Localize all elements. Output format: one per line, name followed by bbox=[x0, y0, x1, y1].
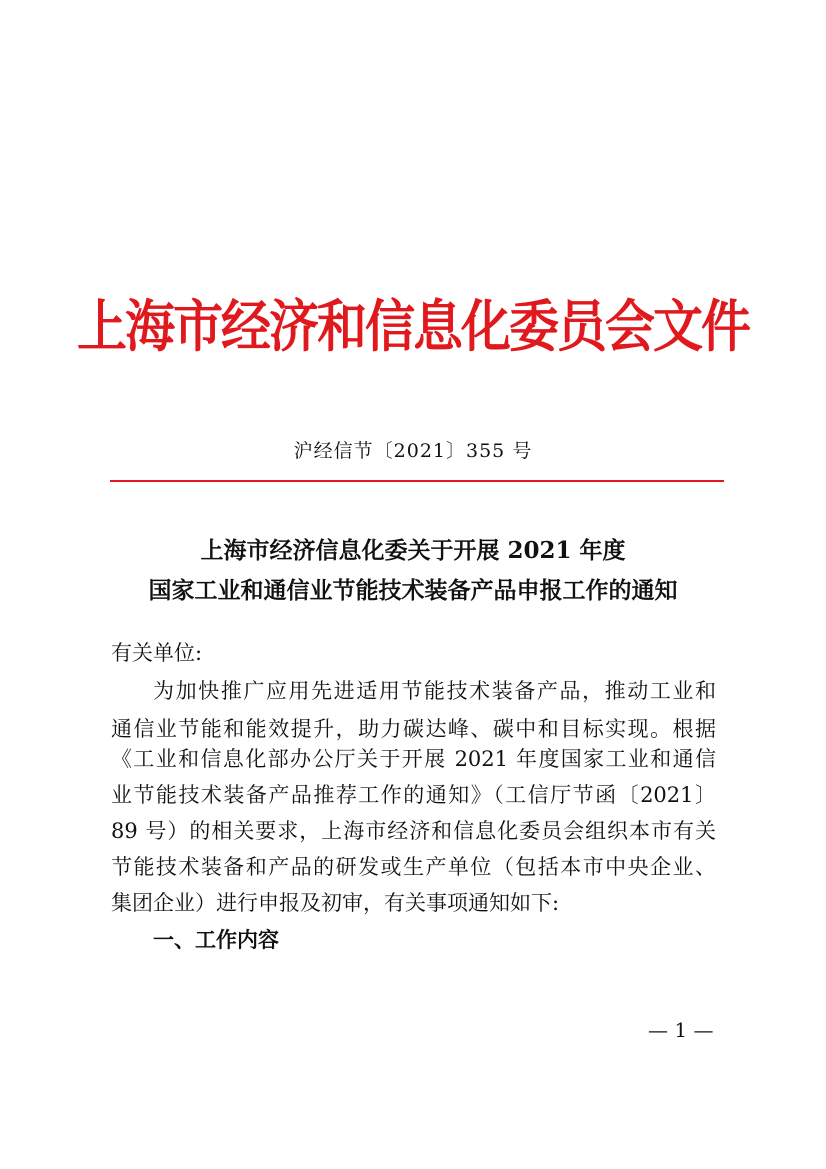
section-heading: 一、工作内容 bbox=[153, 928, 279, 952]
paragraph-line: 节能技术装备和产品的研发或生产单位（包括本市中央企业、 bbox=[111, 855, 716, 879]
paragraph-line: 通信业节能和能效提升，助力碳达峰、碳中和目标实现。根据 bbox=[111, 717, 716, 741]
page-number: — 1 — bbox=[648, 1018, 714, 1042]
paragraph-line: 89 号）的相关要求，上海市经济和信息化委员会组织本市有关 bbox=[111, 819, 716, 843]
salutation: 有关单位: bbox=[111, 641, 203, 665]
paragraph-line: 业节能技术装备产品推荐工作的通知》（工信厅节函〔2021〕 bbox=[111, 783, 716, 807]
notice-title-line-1: 上海市经济信息化委关于开展 2021 年度 bbox=[200, 537, 626, 564]
paragraph-line: 为加快推广应用先进适用节能技术装备产品，推动工业和 bbox=[153, 679, 716, 703]
issuer-title: 上海市经济和信息化委员会文件 bbox=[77, 293, 749, 360]
paragraph-line: 《工业和信息化部办公厅关于开展 2021 年度国家工业和通信 bbox=[111, 747, 716, 771]
notice-title-line-2: 国家工业和通信业节能技术装备产品申报工作的通知 bbox=[148, 577, 678, 604]
document-number: 沪经信节〔2021〕355 号 bbox=[293, 440, 533, 462]
red-divider-line bbox=[110, 480, 724, 482]
paragraph-line: 集团企业）进行申报及初审，有关事项通知如下: bbox=[111, 891, 560, 915]
